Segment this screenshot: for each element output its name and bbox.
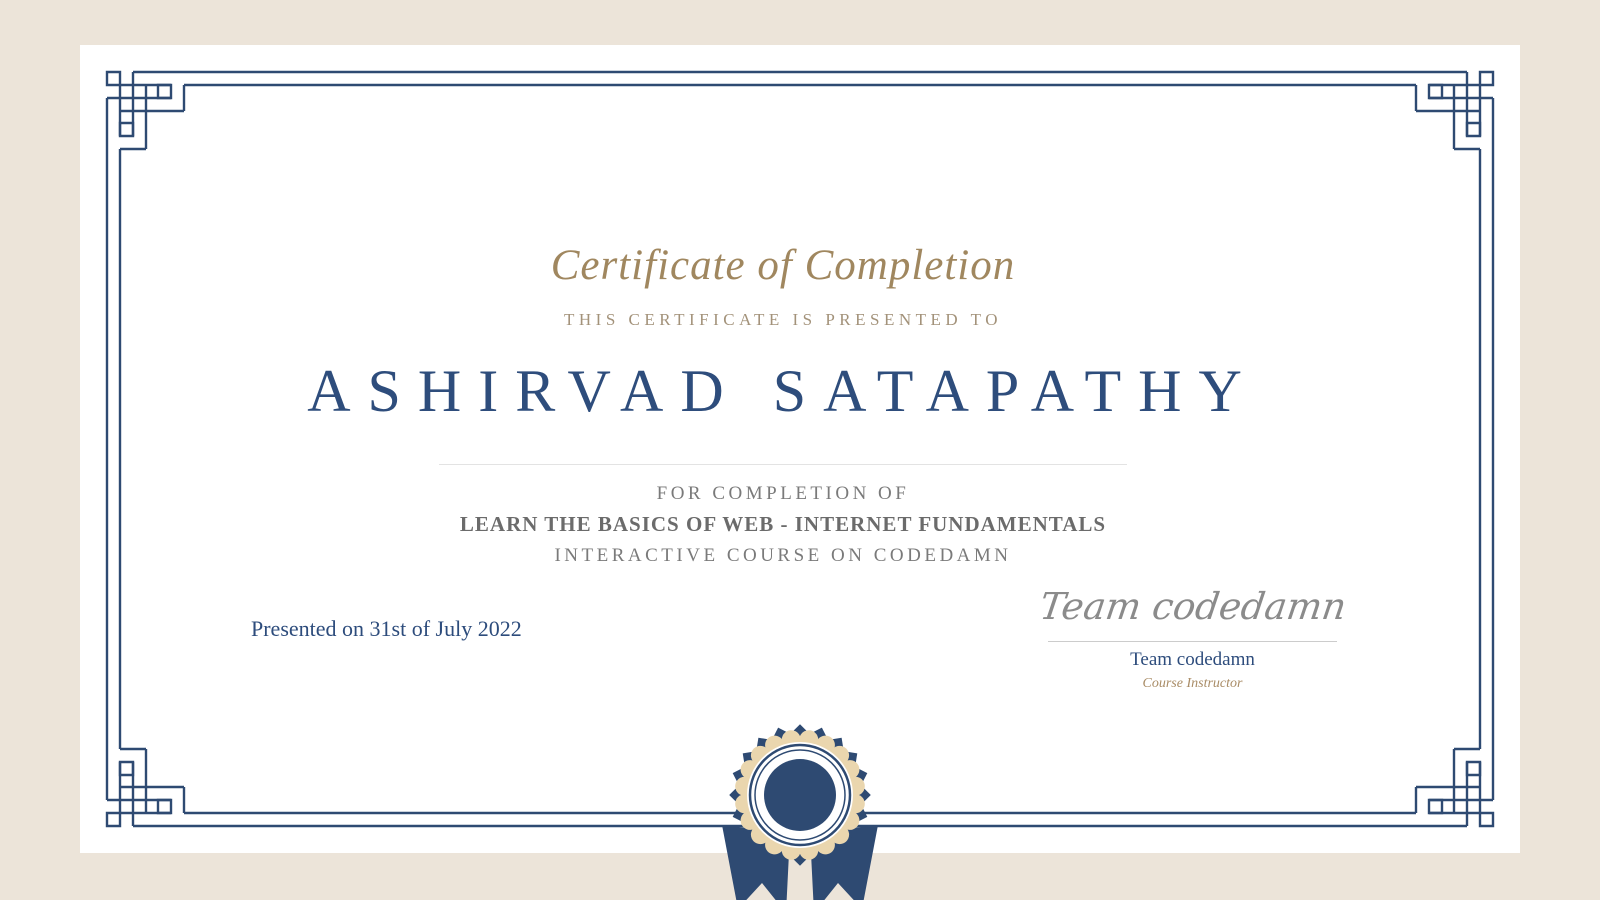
rosette-center-disc bbox=[764, 759, 836, 831]
signature-role: Course Instructor bbox=[1142, 676, 1243, 691]
presented-on-date: Presented on 31st of July 2022 bbox=[251, 616, 522, 641]
certificate-title: Certificate of Completion bbox=[550, 242, 1016, 289]
certificate-subtitle: THIS CERTIFICATE IS PRESENTED TO bbox=[564, 310, 1002, 329]
signature-name: Team codedamn bbox=[1130, 649, 1255, 670]
course-name: LEARN THE BASICS OF WEB - INTERNET FUNDAMENTALS bbox=[459, 512, 1107, 536]
signature-script: Team codedamn bbox=[1037, 585, 1349, 628]
signature-line bbox=[1048, 641, 1337, 642]
name-divider-line bbox=[439, 464, 1127, 465]
signature-block bbox=[1037, 575, 1349, 692]
recipient-name: ASHIRVAD SATAPATHY bbox=[307, 358, 1259, 424]
award-rosette-badge bbox=[690, 695, 910, 900]
completion-label: FOR COMPLETION OF bbox=[656, 483, 910, 504]
course-type: INTERACTIVE COURSE ON CODEDAMN bbox=[554, 545, 1012, 566]
